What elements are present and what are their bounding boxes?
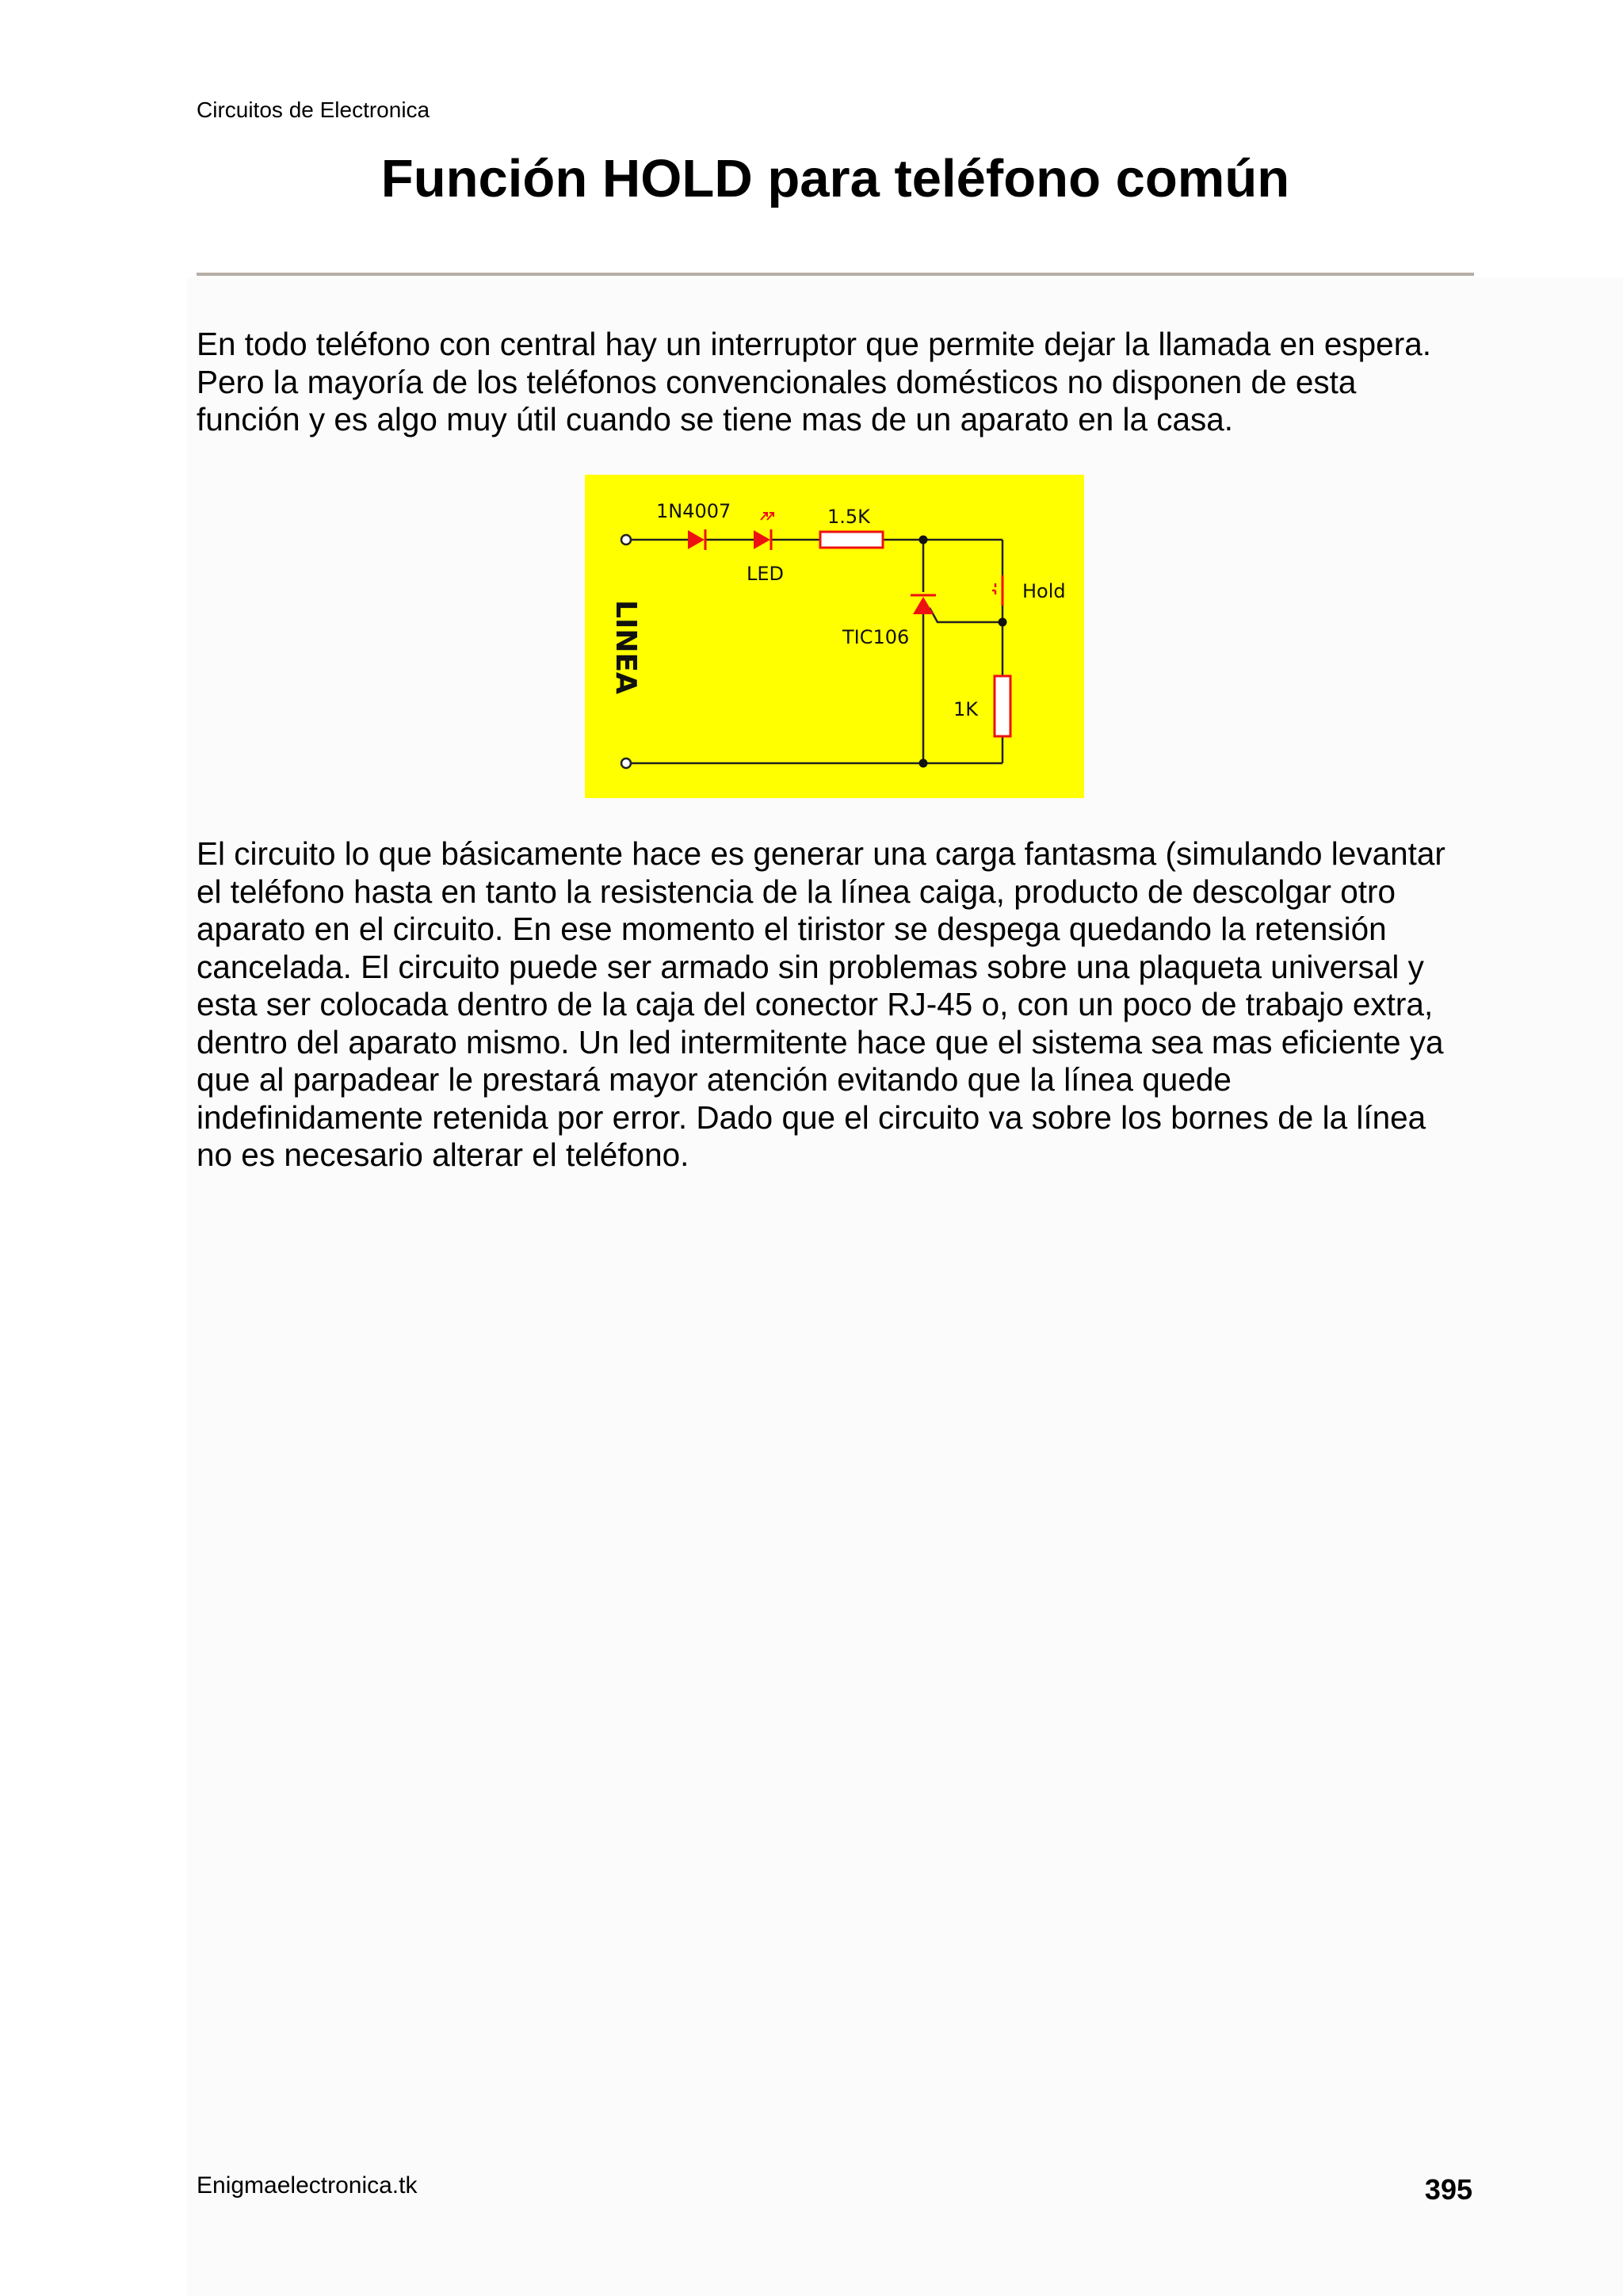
footer-site: Enigmaelectronica.tk (197, 2172, 418, 2199)
title-divider (197, 273, 1474, 276)
junction-dot (999, 618, 1007, 627)
resistor-top-label: 1.5K (827, 506, 870, 528)
page-title: Función HOLD para teléfono común (380, 149, 1290, 208)
body-paragraph: El circuito lo que básicamente hace es generar una carga fantasma (simulando levantar el teléfono hasta en tanto la resistencia de la línea caiga, producto de descolgar otro aparato en el circuito. En ese momento el tiristor se despega quedando la retensión cancelada. El circuito puede ser armado sin problemas sobre una plaqueta universal y esta ser colocada dentro de la caja del conector RJ-45 o, con un poco de trabajo extra, dentro del aparato mismo. Un led intermitente hace que el sistema sea mas eficiente ya que al parpadear le prestará mayor atención evitando que la línea quede indefinidamente retenida por error. Dado que el circuito va sobre los bornes de la línea no es necesario alterar el teléfono. (197, 835, 1445, 1173)
page-number: 395 (1424, 2173, 1472, 2206)
junction-dot (919, 536, 928, 544)
resistor-bottom-symbol (995, 676, 1010, 736)
line-terminal-top (621, 535, 631, 544)
led-label: LED (747, 563, 785, 585)
resistor-top-symbol (820, 532, 883, 548)
resistor-bottom-label: 1K (953, 698, 979, 720)
line-terminal-bottom (621, 758, 631, 768)
switch-label: Hold (1022, 580, 1066, 602)
intro-paragraph: En todo teléfono con central hay un interruptor que permite dejar la llamada en espera. Pero la mayoría de los teléfonos convencionales domésticos no disponen de esta función y es algo muy útil cuando se tiene mas de un aparato en la casa. (197, 326, 1431, 437)
circuit-diagram (585, 475, 1084, 798)
diode-label: 1N4007 (656, 500, 731, 522)
line-label: LINEA (609, 600, 642, 694)
running-header: Circuitos de Electronica (197, 97, 430, 122)
thyristor-label: TIC106 (842, 626, 910, 648)
junction-dot (919, 759, 928, 768)
